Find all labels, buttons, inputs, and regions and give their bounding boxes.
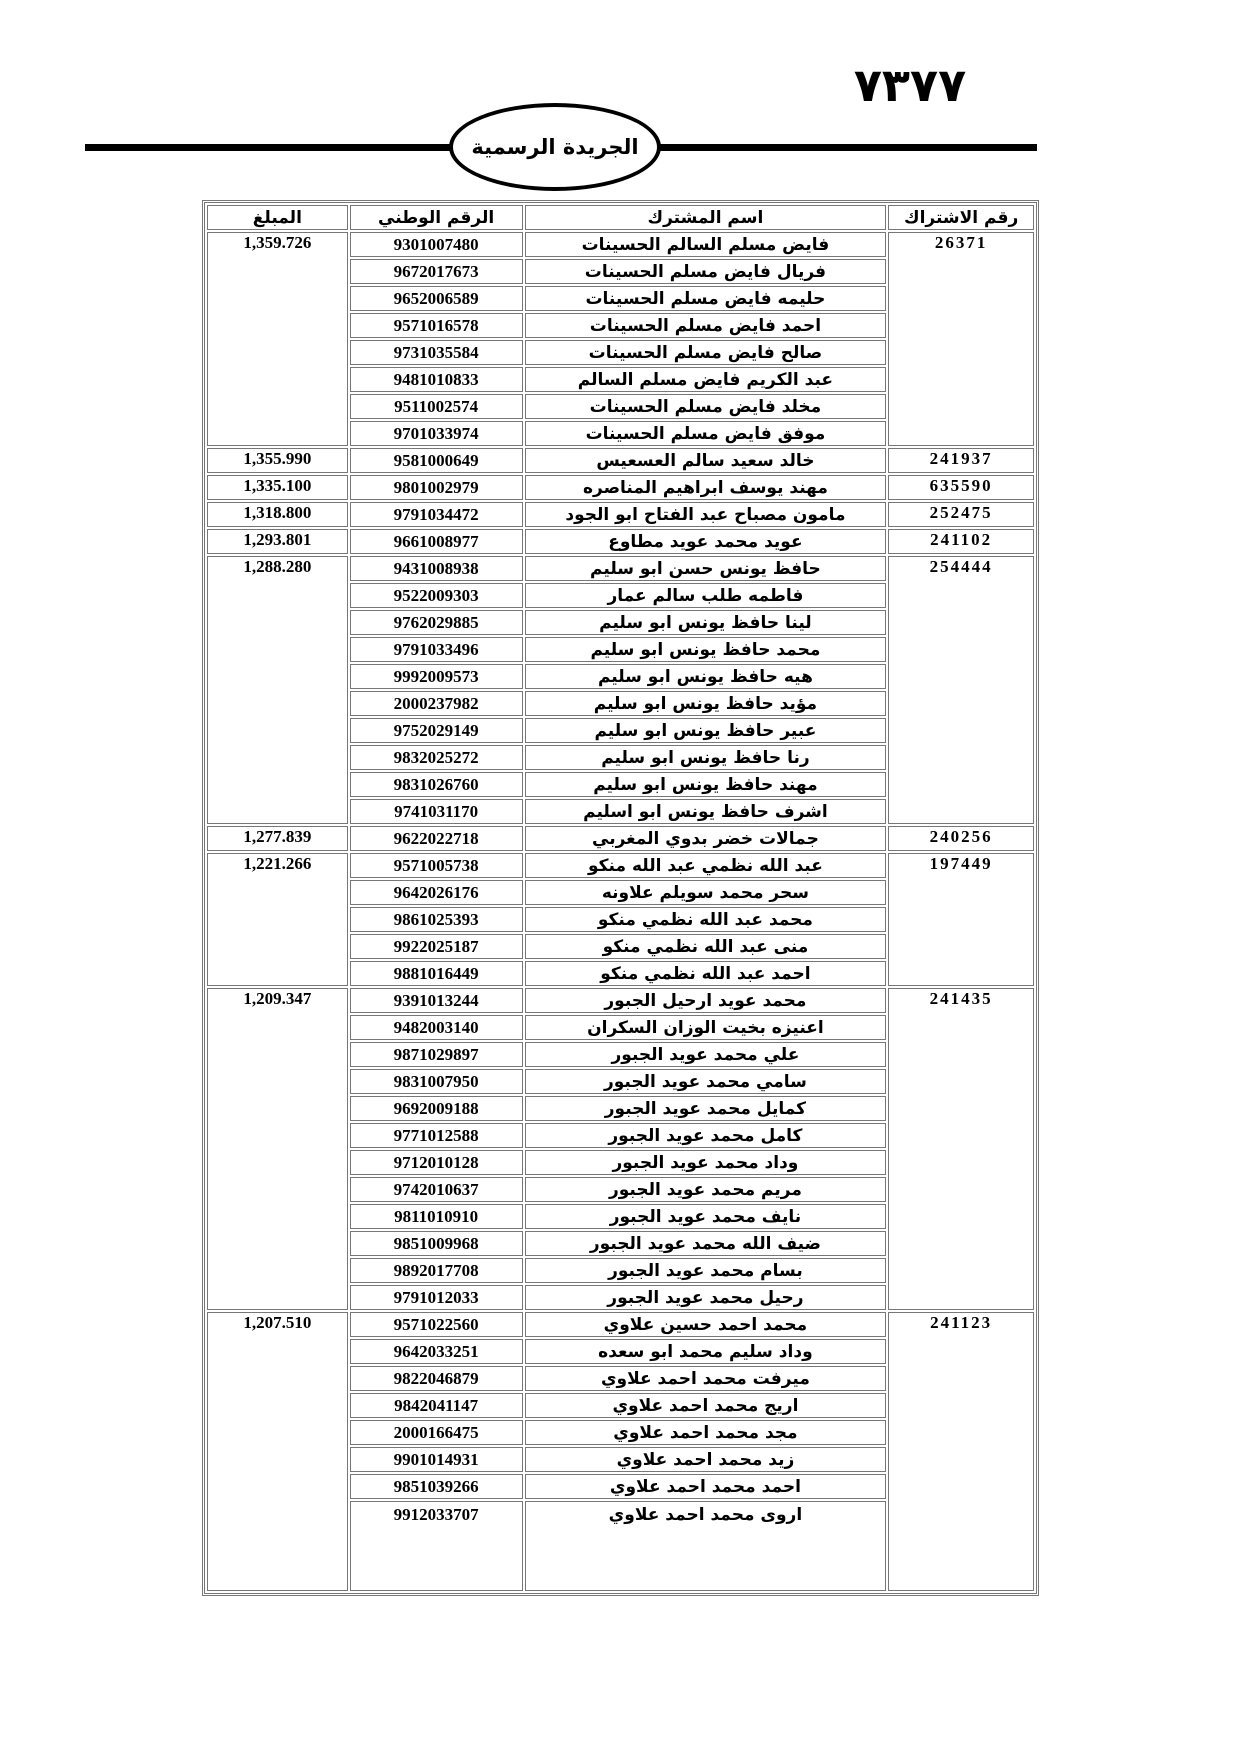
subscriber-name-cell: صالح فايض مسلم الحسينات	[525, 340, 887, 365]
subscriber-row	[207, 502, 1034, 527]
subscriber-row	[207, 232, 1034, 257]
subscription-number-cell: 241102	[888, 529, 1034, 554]
subscriber-name-cell: عويد محمد عويد مطاوع	[525, 529, 887, 554]
national-id-cell: 9712010128	[350, 1150, 523, 1175]
subscribers-table-body	[207, 232, 1034, 1591]
amount-cell: 1,293.801	[207, 529, 348, 554]
national-id-cell: 9731035584	[350, 340, 523, 365]
national-id-cell: 9642033251	[350, 1339, 523, 1364]
national-id-cell: 9801002979	[350, 475, 523, 500]
national-id-cell: 9912033707	[350, 1501, 523, 1591]
subscriber-name-cell: محمد عويد ارحيل الجبور	[525, 988, 887, 1013]
subscriber-name-cell: مريم محمد عويد الجبور	[525, 1177, 887, 1202]
amount-cell: 1,221.266	[207, 853, 348, 986]
subscriber-name-cell: نايف محمد عويد الجبور	[525, 1204, 887, 1229]
subscriber-name-cell: عبد الله نظمي عبد الله منكو	[525, 853, 887, 878]
national-id-cell: 9771012588	[350, 1123, 523, 1148]
subscriber-name-cell: حافظ يونس حسن ابو سليم	[525, 556, 887, 581]
national-id-cell: 9482003140	[350, 1015, 523, 1040]
national-id-cell: 9571022560	[350, 1312, 523, 1337]
national-id-cell: 9301007480	[350, 232, 523, 257]
national-id-cell: 9791033496	[350, 637, 523, 662]
gazette-title-badge	[449, 103, 661, 191]
amount-cell: 1,207.510	[207, 1312, 348, 1591]
amount-cell: 1,288.280	[207, 556, 348, 824]
amount-cell: 1,318.800	[207, 502, 348, 527]
national-id-cell: 9762029885	[350, 610, 523, 635]
subscriber-row	[207, 826, 1034, 851]
subscriber-name-cell: وداد محمد عويد الجبور	[525, 1150, 887, 1175]
header-subscriber-name: اسم المشترك	[525, 205, 887, 230]
subscriber-name-cell: مخلد فايض مسلم الحسينات	[525, 394, 887, 419]
national-id-cell: 9661008977	[350, 529, 523, 554]
subscriber-name-cell: حليمه فايض مسلم الحسينات	[525, 286, 887, 311]
subscriber-name-cell: رنا حافظ يونس ابو سليم	[525, 745, 887, 770]
subscription-number-cell: 241937	[888, 448, 1034, 473]
national-id-cell: 9831026760	[350, 772, 523, 797]
subscriber-name-cell: هيه حافظ يونس ابو سليم	[525, 664, 887, 689]
national-id-cell: 9391013244	[350, 988, 523, 1013]
national-id-cell: 9571005738	[350, 853, 523, 878]
national-id-cell: 9861025393	[350, 907, 523, 932]
subscribers-table	[204, 202, 1037, 1594]
subscriber-name-cell: موفق فايض مسلم الحسينات	[525, 421, 887, 446]
national-id-cell: 9922025187	[350, 934, 523, 959]
header-amount: المبلغ	[207, 205, 348, 230]
page-number: ٧٣٧٧	[853, 58, 967, 112]
subscriber-row	[207, 988, 1034, 1013]
national-id-cell: 9431008938	[350, 556, 523, 581]
national-id-cell: 9871029897	[350, 1042, 523, 1067]
gazette-title: الجريدة الرسمية	[471, 135, 639, 159]
subscription-number-cell: 240256	[888, 826, 1034, 851]
subscription-number-cell: 241435	[888, 988, 1034, 1310]
subscriber-name-cell: مؤيد حافظ يونس ابو سليم	[525, 691, 887, 716]
header-subscription-number: رقم الاشتراك	[888, 205, 1034, 230]
national-id-cell: 9522009303	[350, 583, 523, 608]
subscriber-name-cell: احمد عبد الله نظمي منكو	[525, 961, 887, 986]
subscription-number-cell: 635590	[888, 475, 1034, 500]
subscriber-name-cell: منى عبد الله نظمي منكو	[525, 934, 887, 959]
national-id-cell: 9851009968	[350, 1231, 523, 1256]
national-id-cell: 9581000649	[350, 448, 523, 473]
subscriber-row	[207, 448, 1034, 473]
subscriber-name-cell: وداد سليم محمد ابو سعده	[525, 1339, 887, 1364]
subscription-number-cell: 252475	[888, 502, 1034, 527]
subscriber-name-cell: اروى محمد احمد علاوي	[525, 1501, 887, 1591]
subscriber-row	[207, 853, 1034, 878]
national-id-cell: 9622022718	[350, 826, 523, 851]
amount-cell: 1,277.839	[207, 826, 348, 851]
national-id-cell: 2000166475	[350, 1420, 523, 1445]
subscriber-name-cell: فريال فايض مسلم الحسينات	[525, 259, 887, 284]
national-id-cell: 9851039266	[350, 1474, 523, 1499]
national-id-cell: 9791034472	[350, 502, 523, 527]
national-id-cell: 9571016578	[350, 313, 523, 338]
national-id-cell: 9741031170	[350, 799, 523, 824]
national-id-cell: 9791012033	[350, 1285, 523, 1310]
subscriber-name-cell: مهند يوسف ابراهيم المناصره	[525, 475, 887, 500]
subscriber-name-cell: لينا حافظ يونس ابو سليم	[525, 610, 887, 635]
amount-cell: 1,355.990	[207, 448, 348, 473]
subscriber-name-cell: خالد سعيد سالم العسعيس	[525, 448, 887, 473]
header-national-id: الرقم الوطني	[350, 205, 523, 230]
subscriber-row	[207, 475, 1034, 500]
national-id-cell: 9701033974	[350, 421, 523, 446]
subscriber-name-cell: فاطمه طلب سالم عمار	[525, 583, 887, 608]
national-id-cell: 9901014931	[350, 1447, 523, 1472]
national-id-cell: 9881016449	[350, 961, 523, 986]
subscriber-name-cell: كامل محمد عويد الجبور	[525, 1123, 887, 1148]
amount-cell: 1,359.726	[207, 232, 348, 446]
subscription-number-cell: 241123	[888, 1312, 1034, 1591]
national-id-cell: 9842041147	[350, 1393, 523, 1418]
national-id-cell: 9481010833	[350, 367, 523, 392]
subscription-number-cell: 26371	[888, 232, 1034, 446]
national-id-cell: 9992009573	[350, 664, 523, 689]
subscriber-name-cell: اعنيزه بخيت الوزان السكران	[525, 1015, 887, 1040]
table-header-row	[207, 205, 1034, 230]
amount-cell: 1,209.347	[207, 988, 348, 1310]
subscriber-name-cell: مامون مصباح عبد الفتاح ابو الجود	[525, 502, 887, 527]
national-id-cell: 9742010637	[350, 1177, 523, 1202]
subscriber-name-cell: عبير حافظ يونس ابو سليم	[525, 718, 887, 743]
subscriber-row	[207, 529, 1034, 554]
subscriber-name-cell: ميرفت محمد احمد علاوي	[525, 1366, 887, 1391]
national-id-cell: 9642026176	[350, 880, 523, 905]
subscriber-name-cell: عبد الكريم فايض مسلم السالم	[525, 367, 887, 392]
subscriber-row	[207, 1312, 1034, 1337]
amount-cell: 1,335.100	[207, 475, 348, 500]
subscriber-row	[207, 556, 1034, 581]
subscriber-name-cell: احمد محمد احمد علاوي	[525, 1474, 887, 1499]
national-id-cell: 2000237982	[350, 691, 523, 716]
national-id-cell: 9822046879	[350, 1366, 523, 1391]
subscriber-name-cell: اشرف حافظ يونس ابو اسليم	[525, 799, 887, 824]
subscriber-name-cell: كمايل محمد عويد الجبور	[525, 1096, 887, 1121]
national-id-cell: 9672017673	[350, 259, 523, 284]
national-id-cell: 9832025272	[350, 745, 523, 770]
national-id-cell: 9692009188	[350, 1096, 523, 1121]
subscriber-name-cell: سحر محمد سويلم علاونه	[525, 880, 887, 905]
subscriber-name-cell: مهند حافظ يونس ابو سليم	[525, 772, 887, 797]
subscriber-name-cell: محمد عبد الله نظمي منكو	[525, 907, 887, 932]
subscriber-name-cell: محمد احمد حسين علاوي	[525, 1312, 887, 1337]
subscriber-name-cell: جمالات خضر بدوي المغربي	[525, 826, 887, 851]
national-id-cell: 9511002574	[350, 394, 523, 419]
national-id-cell: 9831007950	[350, 1069, 523, 1094]
subscription-number-cell: 197449	[888, 853, 1034, 986]
national-id-cell: 9652006589	[350, 286, 523, 311]
subscriber-name-cell: علي محمد عويد الجبور	[525, 1042, 887, 1067]
subscriber-name-cell: زيد محمد احمد علاوي	[525, 1447, 887, 1472]
subscriber-name-cell: محمد حافظ يونس ابو سليم	[525, 637, 887, 662]
subscriber-name-cell: بسام محمد عويد الجبور	[525, 1258, 887, 1283]
subscriber-name-cell: سامي محمد عويد الجبور	[525, 1069, 887, 1094]
subscriber-name-cell: احمد فايض مسلم الحسينات	[525, 313, 887, 338]
national-id-cell: 9811010910	[350, 1204, 523, 1229]
subscription-number-cell: 254444	[888, 556, 1034, 824]
subscriber-name-cell: رحيل محمد عويد الجبور	[525, 1285, 887, 1310]
national-id-cell: 9752029149	[350, 718, 523, 743]
subscriber-name-cell: فايض مسلم السالم الحسينات	[525, 232, 887, 257]
subscriber-name-cell: ضيف الله محمد عويد الجبور	[525, 1231, 887, 1256]
national-id-cell: 9892017708	[350, 1258, 523, 1283]
subscriber-name-cell: مجد محمد احمد علاوي	[525, 1420, 887, 1445]
subscriber-name-cell: اريج محمد احمد علاوي	[525, 1393, 887, 1418]
